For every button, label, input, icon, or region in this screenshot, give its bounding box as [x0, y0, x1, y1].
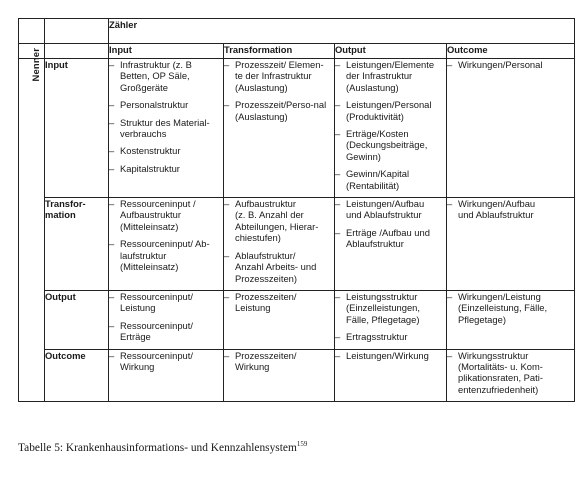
corner-cell-top-left	[19, 19, 45, 44]
cell-item-text: Aufbaustruktur (z. B. Anzahl der Abteilungen, Hierar- chiestufen)	[235, 198, 319, 244]
matrix-cell	[447, 198, 575, 291]
cell-list-item	[335, 350, 446, 361]
cell-item-text: Kostenstruktur	[120, 145, 181, 157]
cell-list-item	[224, 350, 334, 373]
cell-item-text: Personalstruktur	[120, 99, 189, 111]
corner-cell-top	[45, 19, 109, 44]
matrix-cell	[335, 290, 447, 349]
column-header-row	[19, 44, 575, 59]
cell-item-text: Ertragsstruktur	[346, 331, 408, 343]
cell-list-item	[447, 59, 574, 70]
matrix-cell	[109, 349, 224, 402]
cell-item-text: Ressourceninput/ Leistung	[120, 290, 193, 314]
cell-item-text: Erträge /Aufbau und Ablaufstruktur	[346, 226, 430, 250]
caption-text: Tabelle 5: Krankenhausinformations- und Kennzahlensystem	[18, 441, 297, 454]
matrix-cell	[335, 349, 447, 402]
cell-item-text: Leistungen/Personal (Produktivität)	[346, 99, 432, 122]
row-header: Output	[45, 290, 109, 349]
matrix-cell	[109, 198, 224, 291]
cell-list-item	[335, 227, 446, 250]
matrix-cell	[109, 290, 224, 349]
cell-list-item	[109, 163, 223, 174]
matrix-cell	[224, 59, 335, 198]
cell-list-item	[224, 250, 334, 284]
zaehler-row	[19, 19, 575, 44]
cell-list-item	[335, 198, 446, 221]
row-header: Input	[45, 59, 109, 198]
cell-list-item	[109, 320, 223, 343]
cell-list-item	[335, 331, 446, 342]
zaehler-header: Zähler	[109, 19, 575, 44]
caption-footnote: 159	[296, 440, 308, 448]
cell-list-item	[447, 198, 574, 221]
matrix-row-input	[19, 59, 575, 198]
cell-item-text: Wirkungen/Leistung (Einzelleistung, Fälle, Pflegetage)	[458, 290, 548, 325]
cell-item-text: Ressourceninput/ Erträge	[120, 319, 193, 343]
cell-item-text: Leistungen/Elemente der Infrastruktur (Auslastung)	[346, 59, 435, 93]
matrix-cell	[224, 290, 335, 349]
cell-list-item	[224, 59, 334, 93]
cell-list-item	[335, 168, 446, 191]
cell-list-item	[109, 350, 223, 373]
cell-item-text: Ressourceninput/ Ab- laufstruktur (Mitteleinsatz)	[120, 238, 210, 273]
cell-item-text: Infrastruktur (z. B Betten, OP Säle, Großgeräte	[120, 59, 192, 93]
matrix-cell	[109, 59, 224, 198]
nenner-side-label	[19, 47, 45, 402]
column-header-output: Output	[335, 44, 447, 59]
matrix-row-transformation	[19, 198, 575, 291]
cell-list-item	[447, 291, 574, 325]
cell-item-text: Leistungsstruktur (Einzelleistungen, Fälle, Pflegetage)	[346, 290, 421, 325]
matrix-cell	[447, 349, 575, 402]
cell-item-text: Prozesszeit/ Elemen- te der Infrastruktur (Auslastung)	[235, 59, 324, 93]
row-header: Outcome	[45, 349, 109, 402]
cell-list-item	[109, 99, 223, 110]
cell-item-text: Leistungen/Aufbau und Ablaufstruktur	[346, 198, 425, 221]
matrix-cell	[224, 349, 335, 402]
matrix-cell	[447, 290, 575, 349]
cell-list-item	[335, 128, 446, 162]
cell-list-item	[335, 99, 446, 122]
cell-item-text: Struktur des Material- verbrauchs	[120, 116, 210, 140]
cell-item-text: Ressourceninput / Aufbaustruktur (Mitteleinsatz)	[120, 198, 196, 232]
cell-list-item	[109, 145, 223, 156]
cell-list-item	[224, 99, 334, 122]
cell-item-text: Kapitalstruktur	[120, 162, 180, 174]
cell-item-text: Erträge/Kosten (Deckungsbeiträge, Gewinn)	[346, 128, 428, 162]
cell-item-text: Wirkungen/Aufbau und Ablaufstruktur	[458, 198, 536, 221]
matrix-row-outcome	[19, 349, 575, 402]
matrix-row-output	[19, 290, 575, 349]
cell-list-item	[109, 59, 223, 93]
matrix-cell	[447, 59, 575, 198]
table-caption	[18, 440, 307, 454]
cell-list-item	[335, 291, 446, 325]
cell-list-item	[335, 59, 446, 93]
cell-item-text: Wirkungsstruktur (Mortalitäts- u. Kom- plikationsraten, Pati- entenzufriedenheit)	[458, 349, 543, 395]
cell-item-text: Prozesszeiten/ Leistung	[235, 290, 297, 314]
cell-item-text: Prozesszeit/Perso-nal (Auslastung)	[235, 99, 327, 122]
cell-item-text: Leistungen/Wirkung	[346, 349, 429, 361]
cell-list-item	[109, 238, 223, 272]
cell-list-item	[224, 198, 334, 244]
matrix-cell	[335, 59, 447, 198]
cell-item-text: Gewinn/Kapital (Rentabilität)	[346, 168, 410, 191]
cell-item-text: Ablaufstruktur/ Anzahl Arbeits- und Prozesszeiten)	[235, 249, 317, 284]
column-header-transformation: Transformation	[224, 44, 335, 59]
column-header-input: Input	[109, 44, 224, 59]
cell-item-text: Prozesszeiten/ Wirkung	[235, 349, 297, 372]
kennzahlen-matrix	[18, 18, 575, 402]
column-header-outcome: Outcome	[447, 44, 575, 59]
cell-list-item	[447, 350, 574, 396]
cell-list-item	[224, 291, 334, 314]
cell-item-text: Wirkungen/Personal	[458, 59, 543, 70]
row-header: Transfor- mation	[45, 198, 109, 291]
cell-list-item	[109, 117, 223, 140]
cell-list-item	[109, 198, 223, 232]
matrix-cell	[224, 198, 335, 291]
corner-cell-blank	[45, 44, 109, 59]
matrix-cell	[335, 198, 447, 291]
nenner-label-text: Nenner	[30, 47, 42, 82]
cell-item-text: Ressourceninput/ Wirkung	[120, 349, 193, 372]
cell-list-item	[109, 291, 223, 314]
